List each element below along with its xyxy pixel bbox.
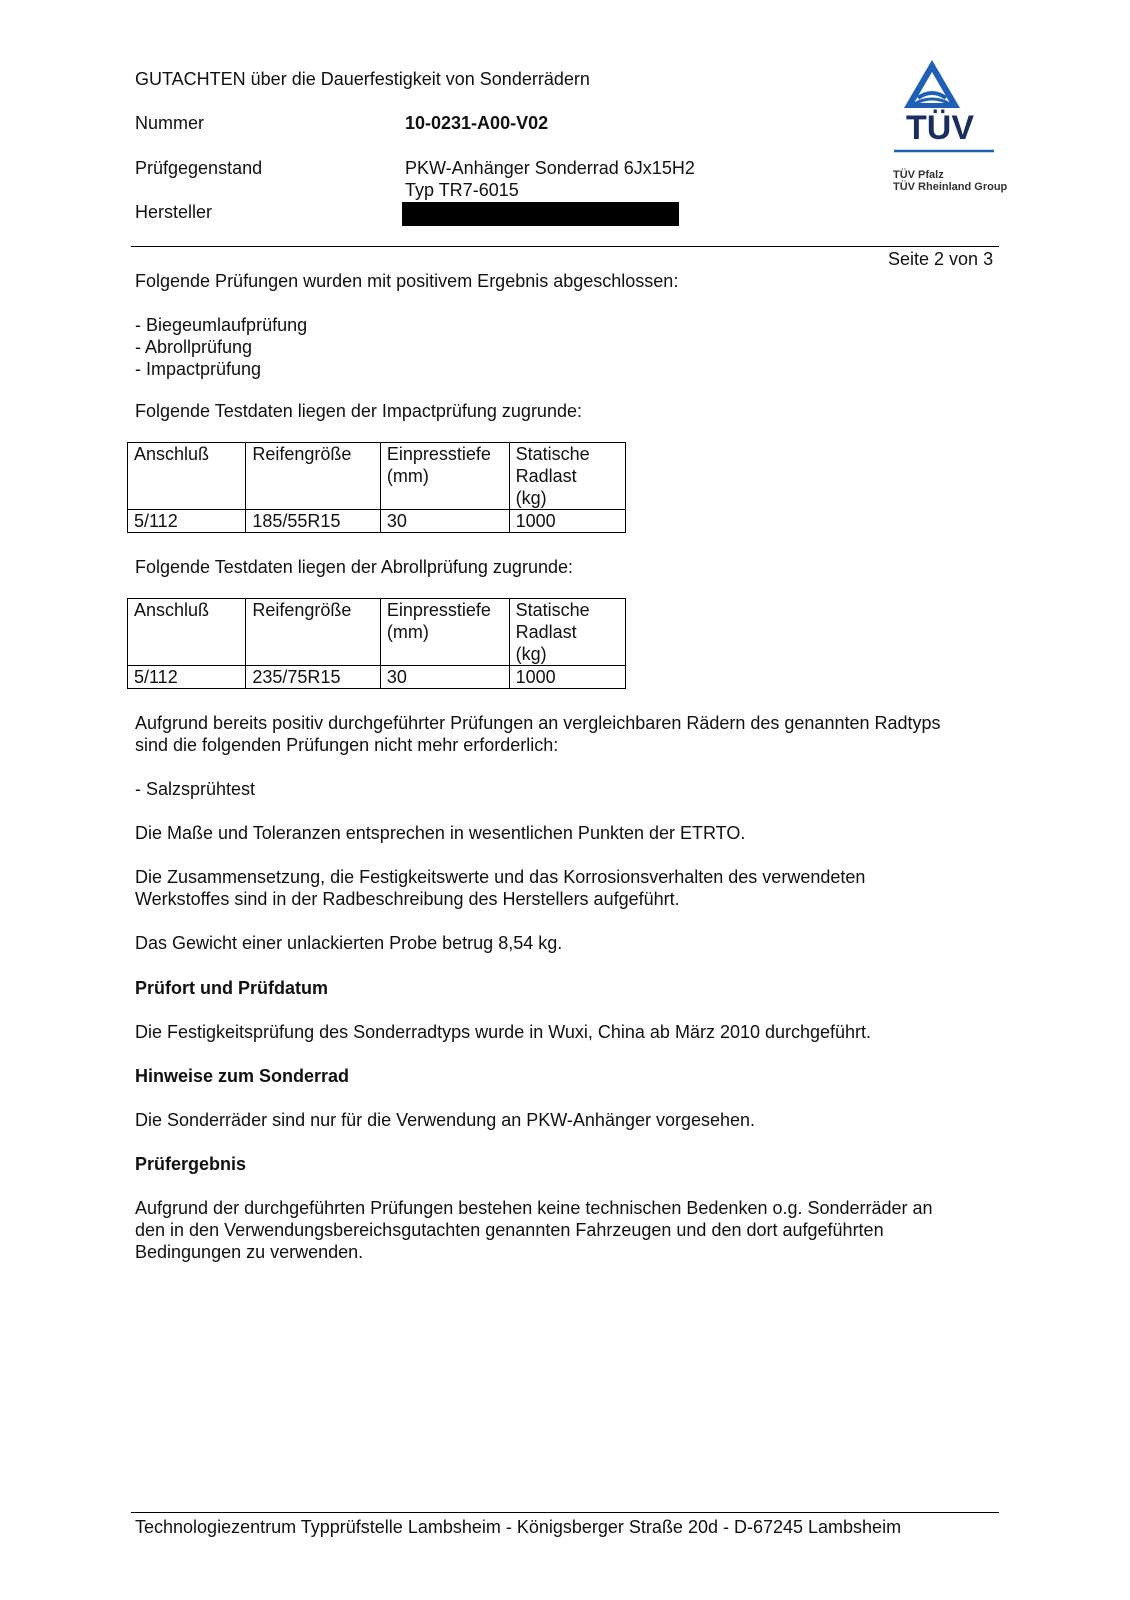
document-title: GUTACHTEN über die Dauerfestigkeit von Sonderrädern — [135, 69, 590, 89]
impact-table — [127, 442, 626, 533]
cell-connection: 5/112 — [128, 666, 246, 689]
result-line-3: Bedingungen zu verwenden. — [135, 1242, 364, 1262]
salt-spray-item: - Salzsprühtest — [135, 779, 256, 799]
cell-static-load: 1000 — [509, 666, 625, 689]
intro-text: Folgende Prüfungen wurden mit positivem Ergebnis abgeschlossen: — [135, 271, 679, 291]
cell-connection: 5/112 — [128, 510, 246, 533]
table-row — [128, 666, 626, 689]
list-item: - Abrollprüfung — [135, 337, 253, 357]
page-number: Seite 2 von 3 — [888, 249, 994, 269]
list-item: - Impactprüfung — [135, 359, 262, 379]
cell-static-load: 1000 — [509, 510, 625, 533]
tuv-brand: TÜV — [906, 109, 974, 147]
heading-notes: Hinweise zum Sonderrad — [135, 1066, 350, 1086]
rolling-caption: Folgende Testdaten liegen der Abrollprüfung zugrunde: — [135, 557, 573, 577]
tuv-logo-line-2: TÜV Rheinland Group — [893, 181, 1008, 193]
notes-text: Die Sonderräder sind nur für die Verwendung an PKW-Anhänger vorgesehen. — [135, 1110, 756, 1130]
header-tire-size: Reifengröße — [246, 443, 381, 510]
header-offset: Einpresstiefe (mm) — [380, 443, 509, 510]
tuv-logo-line-1: TÜV Pfalz — [893, 169, 944, 181]
prior-tests-line-1: Aufgrund bereits positiv durchgeführter Prüfungen an vergleichbaren Rädern des genannten Radtyps — [135, 713, 941, 733]
header-tire-size: Reifengröße — [246, 599, 381, 666]
test-place-text: Die Festigkeitsprüfung des Sonderradtyps wurde in Wuxi, China ab März 2010 durchgeführt. — [135, 1022, 872, 1042]
cell-tire-size: 185/55R15 — [246, 510, 381, 533]
rolling-table — [127, 598, 626, 689]
list-item: - Biegeumlaufprüfung — [135, 315, 308, 335]
heading-test-place: Prüfort und Prüfdatum — [135, 978, 328, 998]
header-offset: Einpresstiefe (mm) — [380, 599, 509, 666]
table-header-row — [128, 599, 626, 666]
manufacturer-label: Hersteller — [135, 202, 213, 222]
tests-list — [135, 314, 307, 380]
table-row — [128, 510, 626, 533]
heading-result: Prüfergebnis — [135, 1154, 247, 1174]
material-line-1: Die Zusammensetzung, die Festigkeitswerte und das Korrosionsverhalten des verwendeten — [135, 867, 866, 887]
manufacturer-redaction — [402, 202, 679, 226]
material-line-2: Werkstoffes sind in der Radbeschreibung des Herstellers aufgeführt. — [135, 889, 680, 909]
subject-line-2: Typ TR7-6015 — [405, 180, 519, 200]
footer-divider — [131, 1512, 999, 1513]
cell-offset: 30 — [380, 510, 509, 533]
footer-address: Technologiezentrum Typprüfstelle Lambsheim - Königsberger Straße 20d - D-67245 Lambsheim — [135, 1517, 902, 1537]
etrto-text: Die Maße und Toleranzen entsprechen in wesentlichen Punkten der ETRTO. — [135, 823, 746, 843]
subject-label: Prüfgegenstand — [135, 158, 263, 178]
number-value: 10-0231-A00-V02 — [405, 113, 549, 133]
header-connection: Anschluß — [128, 443, 246, 510]
number-label: Nummer — [135, 113, 205, 133]
table-header-row — [128, 443, 626, 510]
cell-offset: 30 — [380, 666, 509, 689]
header-static-load: Statische Radlast (kg) — [509, 443, 625, 510]
weight-text: Das Gewicht einer unlackierten Probe betrug 8,54 kg. — [135, 933, 563, 953]
result-line-1: Aufgrund der durchgeführten Prüfungen bestehen keine technischen Bedenken o.g. Sonderräder an — [135, 1198, 933, 1218]
prior-tests-line-2: sind die folgenden Prüfungen nicht mehr erforderlich: — [135, 735, 559, 755]
header-static-load: Statische Radlast (kg) — [509, 599, 625, 666]
tuv-logo-caption — [893, 169, 1007, 193]
impact-caption: Folgende Testdaten liegen der Impactprüfung zugrunde: — [135, 401, 582, 421]
header-connection: Anschluß — [128, 599, 246, 666]
subject-line-1: PKW-Anhänger Sonderrad 6Jx15H2 — [405, 158, 695, 178]
cell-tire-size: 235/75R15 — [246, 666, 381, 689]
header-divider — [131, 246, 999, 247]
result-line-2: den in den Verwendungsbereichsgutachten genannten Fahrzeugen und den dort aufgeführten — [135, 1220, 884, 1240]
